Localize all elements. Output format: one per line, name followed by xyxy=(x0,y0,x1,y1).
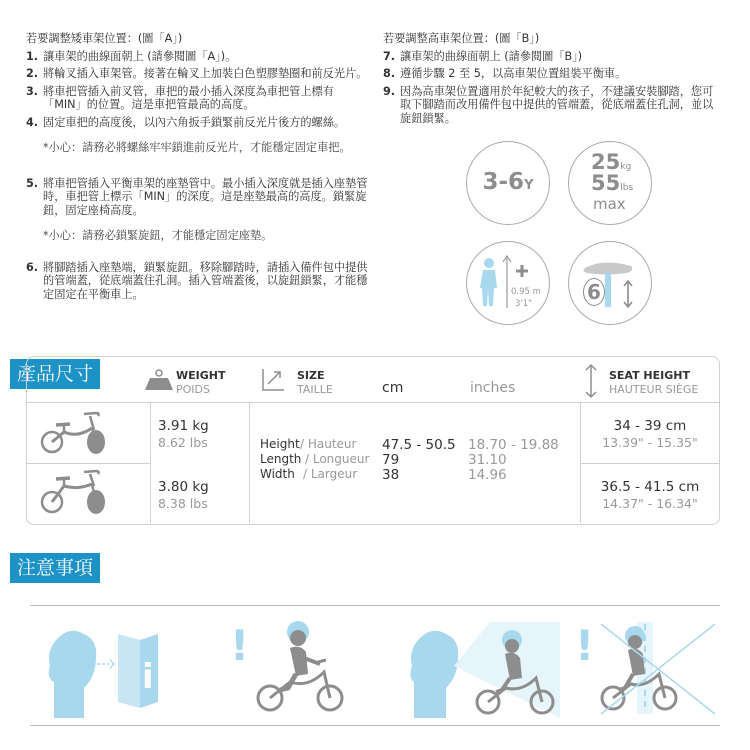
max-label: max xyxy=(593,195,626,213)
table-header-divider xyxy=(26,402,720,403)
seat-cm-low: 34 - 39 cm xyxy=(613,418,687,434)
seat-number: 6 xyxy=(583,278,605,306)
step-2: 2. 將輪叉插入車架管。接著在輪叉上加裝白色塑膠墊圈和前反光片。 xyxy=(26,67,368,80)
size-icon xyxy=(260,366,288,394)
precautions-section-title: 注意事項 xyxy=(10,553,100,583)
weight-icon xyxy=(143,368,175,392)
precautions-bottom-line xyxy=(30,725,720,726)
child-height-badge xyxy=(466,241,550,325)
bike-low-frame-icon xyxy=(38,408,110,458)
seat-cm-high: 36.5 - 41.5 cm xyxy=(600,479,700,495)
kg-unit: kg xyxy=(620,162,632,172)
dimensions-section-title: 產品尺寸 xyxy=(10,359,100,389)
table-vline-2 xyxy=(249,402,250,523)
step-5: 5. 將車把管插入平衡車架的座墊管中。最小插入深度就是插入座墊管時，車把管上標示「MIN」的深度。這是座墊最高的高度。鎖緊旋鈕，固定座椅高度。 xyxy=(26,176,368,217)
table-row-divider-right xyxy=(580,463,720,464)
step-9: 9. 因為高車架位置適用於年紀較大的孩子，不建議安裝腳踏，您可取下腳踏而改用備件包中提供的管端蓋，從底端蓋住孔洞，並以旋鈕鎖緊。 xyxy=(383,84,714,125)
weight-lbs-high: 8.38 lbs xyxy=(158,496,208,511)
table-vline-1 xyxy=(150,402,151,523)
unit-inches: inches xyxy=(470,380,516,396)
right-heading: 若要調整高車架位置：(圖「B」) xyxy=(383,32,540,45)
no-road-warning-icon xyxy=(575,618,720,718)
svg-text:i: i xyxy=(142,657,154,697)
age-unit: Y xyxy=(524,178,534,193)
child-height-m: 0.95 m xyxy=(511,287,541,297)
right-instructions xyxy=(383,32,718,129)
precautions-top-line xyxy=(30,605,720,606)
child-height-icon xyxy=(467,242,549,324)
weight-label: WEIGHT xyxy=(176,369,226,382)
left-instructions xyxy=(26,32,369,305)
size-label: SIZE xyxy=(297,369,325,382)
dimension-row-width: Width / Largeur 38 14.96 xyxy=(260,467,507,483)
step-7: 7. 讓車架的曲線面朝上 (請參閱圖「B」) xyxy=(383,49,583,63)
seat-icon xyxy=(569,242,651,324)
size-label-fr: TAILLE xyxy=(297,383,333,396)
left-heading: 若要調整矮車架位置：(圖「A」) xyxy=(26,32,183,45)
unit-cm: cm xyxy=(382,380,404,396)
seat-height-label-fr: HAUTEUR SIÈGE xyxy=(609,383,699,396)
weight-kg-low: 3.91 kg xyxy=(158,418,209,434)
svg-text:!: ! xyxy=(230,621,250,670)
adult-supervision-icon xyxy=(410,620,560,720)
dimension-row-length: Length / Longueur 79 31.10 xyxy=(260,452,507,468)
seat-in-high: 14.37" - 16.34" xyxy=(602,496,698,511)
weight-label-fr: POIDS xyxy=(176,383,210,396)
caution-note-1: *小心：請務必將螺絲牢牢鎖進前反光片，才能穩定固定車把。 xyxy=(43,141,351,154)
read-manual-icon xyxy=(40,620,170,720)
age-range: 3-6 xyxy=(482,169,525,195)
step-6: 6. 將腳踏插入座墊端，鎖緊旋鈕。移除腳踏時，請插入備件包中提供的管端蓋，從底端蓋住孔洞。插入管端蓋後，以旋鈕鎖緊，才能穩定固定在平衡車上。 xyxy=(26,260,368,301)
step-4: 4. 固定車把的高度後，以內六角扳手鎖緊前反光片後方的螺絲。 xyxy=(26,115,346,129)
bike-high-frame-icon xyxy=(38,468,110,518)
step-1: 1. 讓車架的曲線面朝上 (請參閱圖「A」)。 xyxy=(26,49,237,63)
max-weight-badge xyxy=(568,141,652,225)
lbs-unit: lbs xyxy=(620,183,634,193)
child-height-ft: 3'1" xyxy=(515,299,533,309)
step-8: 8. 遵循步驟 2 至 5，以高車架位置組裝平衡車。 xyxy=(383,67,627,80)
max-weight-lbs: 55 xyxy=(591,171,621,195)
seat-height-label: SEAT HEIGHT xyxy=(609,369,690,382)
seat-in-low: 13.39" - 15.35" xyxy=(602,435,698,450)
max-weight-kg: 25 xyxy=(591,150,621,174)
seat-height-icon xyxy=(583,363,599,399)
weight-lbs-low: 8.62 lbs xyxy=(158,435,208,450)
weight-kg-high: 3.80 kg xyxy=(158,479,209,495)
svg-text:!: ! xyxy=(575,621,595,670)
step-3: 3. 將車把管插入前叉管，車把的最小插入深度為車把管上標有「MIN」的位置。這是車把管最高的高度。 xyxy=(26,84,334,111)
age-badge xyxy=(466,141,550,225)
dimension-row-height: Height / Hauteur 47.5 - 50.5 18.70 - 19.88 xyxy=(260,437,559,453)
caution-note-2: *小心：請務必鎖緊旋鈕，才能穩定固定座墊。 xyxy=(43,229,273,242)
helmet-warning-icon xyxy=(230,618,350,718)
seat-adjust-badge xyxy=(568,241,652,325)
table-row-divider xyxy=(26,463,150,464)
